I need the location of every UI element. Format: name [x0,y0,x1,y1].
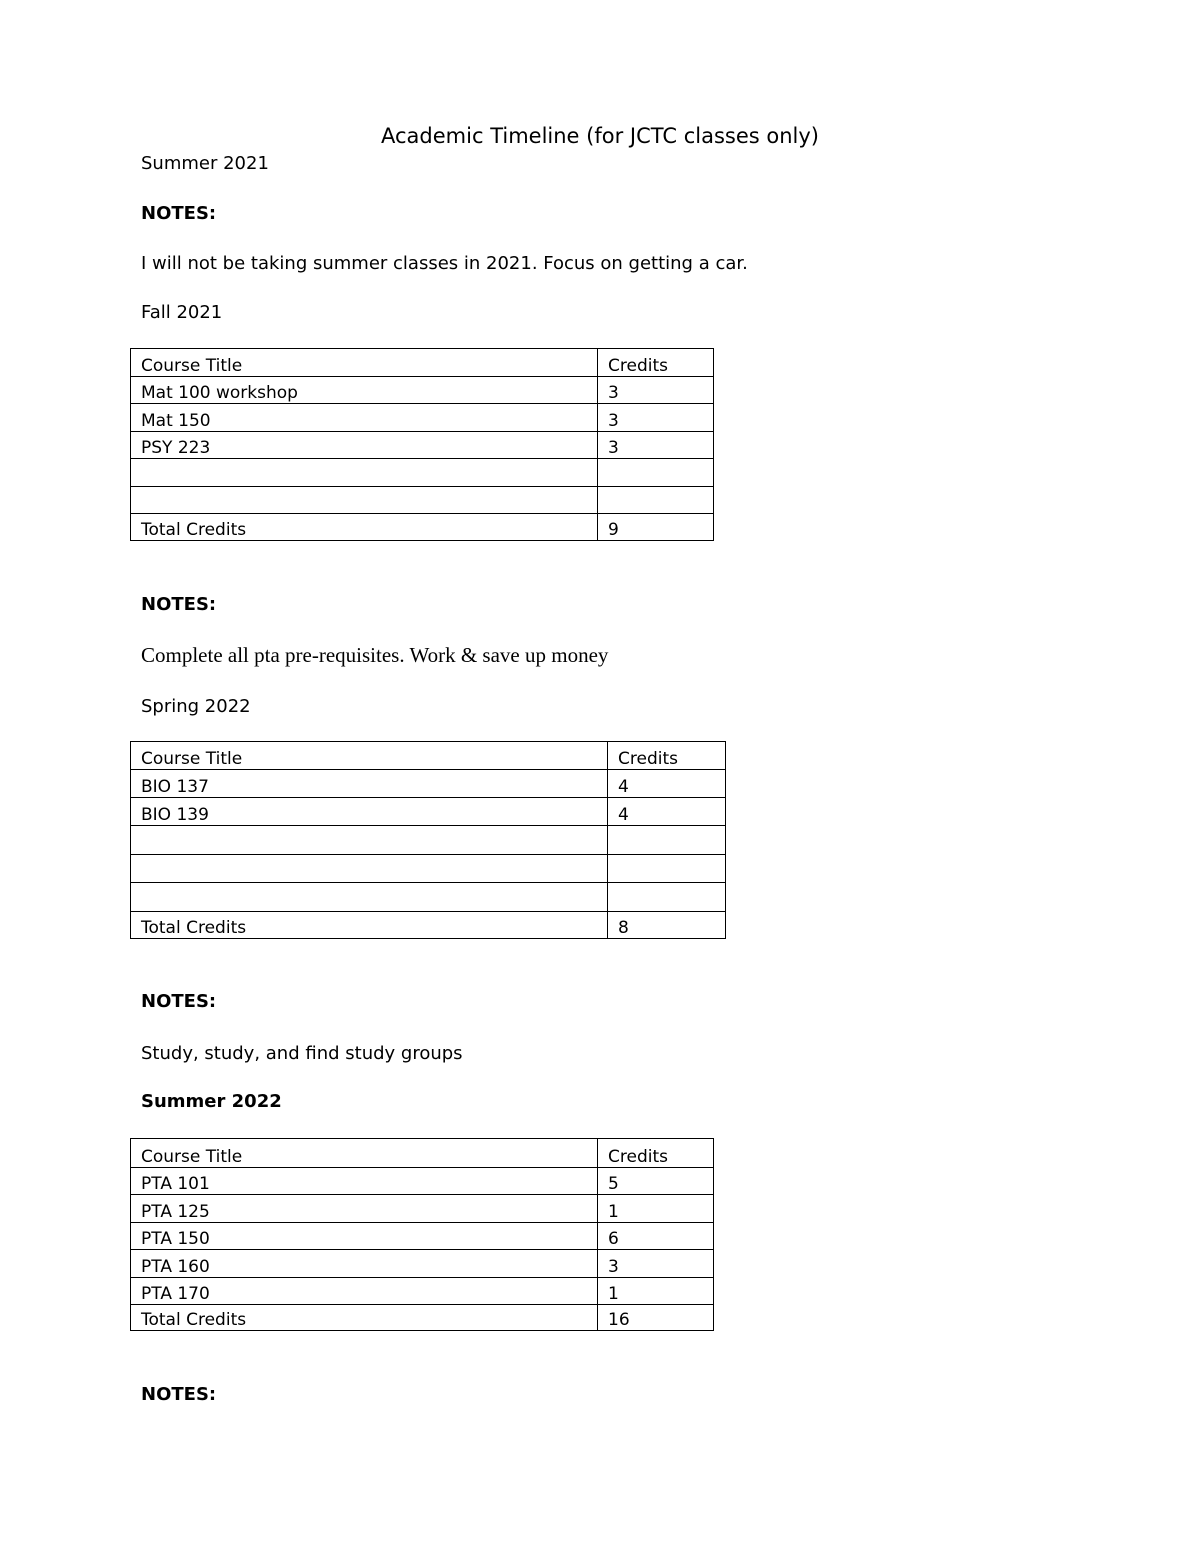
table-cell: 1 [598,1278,714,1305]
notes-label: NOTES: [141,203,217,224]
table-row [131,1168,714,1195]
table-header-row [131,1139,714,1168]
term-heading-fall-2021: Fall 2021 [141,302,223,323]
table-header-cell: Course Title [131,742,608,770]
table-cell: Mat 150 [131,404,598,432]
table-cell: PTA 170 [131,1278,598,1305]
table-cell [131,883,608,912]
term-heading-spring-2022: Spring 2022 [141,696,251,717]
table-total-row [131,1305,714,1331]
table-cell: 4 [608,770,726,798]
table-cell: BIO 139 [131,798,608,826]
table-cell [598,487,714,514]
table-cell: PTA 101 [131,1168,598,1195]
table-cell [131,487,598,514]
table-row [131,855,726,883]
table-cell: 3 [598,432,714,459]
table-cell: Total Credits [131,514,598,541]
notes-text: Complete all pta pre-requisites. Work & save up money [141,643,609,667]
table-row [131,883,726,912]
table-header-cell: Course Title [131,349,598,377]
notes-text: I will not be taking summer classes in 2021. Focus on getting a car. [141,253,748,274]
table-row [131,1250,714,1278]
table-cell: 1 [598,1195,714,1223]
notes-text: Study, study, and find study groups [141,1043,463,1064]
table-cell [131,459,598,487]
course-table-fall-2021 [130,348,714,541]
table-cell [598,459,714,487]
page-title: Academic Timeline (for JCTC classes only) [381,124,819,148]
table-cell [131,855,608,883]
table-row [131,1278,714,1305]
table-row [131,826,726,855]
table-cell: 3 [598,1250,714,1278]
table-cell: 16 [598,1305,714,1331]
table-row [131,1223,714,1250]
table-row [131,487,714,514]
table-header-row [131,349,714,377]
table-row [131,770,726,798]
table-cell [608,883,726,912]
table-cell: Mat 100 workshop [131,377,598,404]
notes-label: NOTES: [141,991,217,1012]
table-cell [608,855,726,883]
table-total-row [131,514,714,541]
course-table-spring-2022 [130,741,726,939]
table-header-cell: Course Title [131,1139,598,1168]
table-cell [608,826,726,855]
table-cell: PTA 125 [131,1195,598,1223]
term-heading-summer-2021: Summer 2021 [141,153,269,174]
table-cell: 8 [608,912,726,939]
table-cell: BIO 137 [131,770,608,798]
table-header-cell: Credits [608,742,726,770]
table-cell: 3 [598,377,714,404]
table-cell: PSY 223 [131,432,598,459]
table-header-cell: Credits [598,1139,714,1168]
table-cell: PTA 160 [131,1250,598,1278]
table-header-cell: Credits [598,349,714,377]
table-cell: Total Credits [131,1305,598,1331]
table-total-row [131,912,726,939]
table-row [131,459,714,487]
table-cell: Total Credits [131,912,608,939]
table-cell [131,826,608,855]
table-row [131,432,714,459]
course-table-summer-2022 [130,1138,714,1331]
table-cell: 3 [598,404,714,432]
table-row [131,1195,714,1223]
table-row [131,798,726,826]
notes-label: NOTES: [141,594,217,615]
table-row [131,404,714,432]
table-row [131,377,714,404]
table-cell: 6 [598,1223,714,1250]
table-cell: 4 [608,798,726,826]
notes-label: NOTES: [141,1384,217,1405]
table-cell: 9 [598,514,714,541]
table-cell: PTA 150 [131,1223,598,1250]
table-cell: 5 [598,1168,714,1195]
table-header-row [131,742,726,770]
term-heading-summer-2022: Summer 2022 [141,1091,282,1112]
